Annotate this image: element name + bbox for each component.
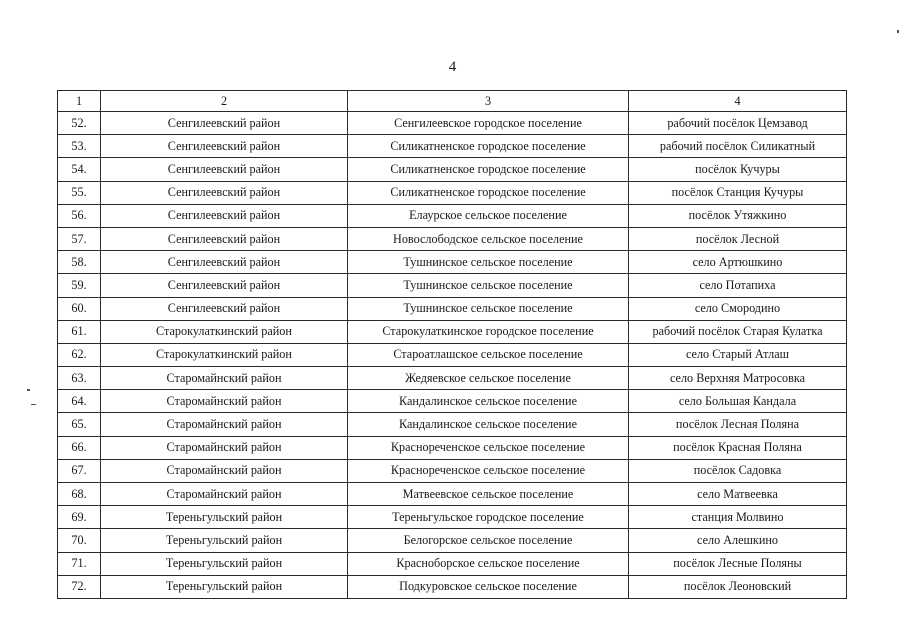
row-number-cell: 58. — [58, 251, 101, 274]
settlement-cell: Сенгилеевское городское поселение — [348, 112, 629, 135]
table-row — [58, 367, 847, 390]
locality-cell: рабочий посёлок Силикатный — [629, 135, 847, 158]
row-number-cell: 54. — [58, 158, 101, 181]
settlement-cell: Краснореченское сельское поселение — [348, 436, 629, 459]
header-cell-3: 3 — [348, 91, 629, 112]
table-row — [58, 112, 847, 135]
settlement-cell: Тушнинское сельское поселение — [348, 251, 629, 274]
locality-cell: село Смородино — [629, 297, 847, 320]
row-number-cell: 68. — [58, 483, 101, 506]
row-number-cell: 66. — [58, 436, 101, 459]
locality-cell: село Матвеевка — [629, 483, 847, 506]
district-cell: Сенгилеевский район — [101, 251, 348, 274]
settlement-cell: Кандалинское сельское поселение — [348, 413, 629, 436]
table-row — [58, 575, 847, 598]
settlement-cell: Тушнинское сельское поселение — [348, 274, 629, 297]
locality-cell: село Алешкино — [629, 529, 847, 552]
district-cell: Старокулаткинский район — [101, 343, 348, 366]
settlements-table — [57, 90, 847, 599]
settlement-cell: Белогорское сельское поселение — [348, 529, 629, 552]
settlement-cell: Подкуровское сельское поселение — [348, 575, 629, 598]
row-number-cell: 59. — [58, 274, 101, 297]
row-number-cell: 57. — [58, 227, 101, 250]
header-cell-4: 4 — [629, 91, 847, 112]
row-number-cell: 56. — [58, 204, 101, 227]
table-row — [58, 459, 847, 482]
locality-cell: посёлок Красная Поляна — [629, 436, 847, 459]
district-cell: Старомайнский район — [101, 459, 348, 482]
table-row — [58, 529, 847, 552]
row-number-cell: 63. — [58, 367, 101, 390]
table-row — [58, 227, 847, 250]
locality-cell: посёлок Утяжкино — [629, 204, 847, 227]
table-row — [58, 274, 847, 297]
settlement-cell: Жедяевское сельское поселение — [348, 367, 629, 390]
table-body — [58, 91, 847, 599]
locality-cell: посёлок Лесной — [629, 227, 847, 250]
row-number-cell: 64. — [58, 390, 101, 413]
district-cell: Тереньгульский район — [101, 529, 348, 552]
table-header-row — [58, 91, 847, 112]
district-cell: Сенгилеевский район — [101, 297, 348, 320]
locality-cell: посёлок Лесные Поляны — [629, 552, 847, 575]
district-cell: Сенгилеевский район — [101, 227, 348, 250]
locality-cell: посёлок Кучуры — [629, 158, 847, 181]
settlement-cell: Кандалинское сельское поселение — [348, 390, 629, 413]
row-number-cell: 70. — [58, 529, 101, 552]
row-number-cell: 65. — [58, 413, 101, 436]
district-cell: Старомайнский район — [101, 367, 348, 390]
table-row — [58, 552, 847, 575]
locality-cell: станция Молвино — [629, 506, 847, 529]
locality-cell: село Потапиха — [629, 274, 847, 297]
table-row — [58, 390, 847, 413]
row-number-cell: 72. — [58, 575, 101, 598]
row-number-cell: 69. — [58, 506, 101, 529]
table-row — [58, 204, 847, 227]
district-cell: Тереньгульский район — [101, 552, 348, 575]
table-row — [58, 506, 847, 529]
page-number: 4 — [448, 59, 457, 75]
settlement-cell: Матвеевское сельское поселение — [348, 483, 629, 506]
row-number-cell: 61. — [58, 320, 101, 343]
district-cell: Сенгилеевский район — [101, 135, 348, 158]
locality-cell: посёлок Лесная Поляна — [629, 413, 847, 436]
table-row — [58, 135, 847, 158]
row-number-cell: 62. — [58, 343, 101, 366]
table-row — [58, 483, 847, 506]
table-row — [58, 251, 847, 274]
district-cell: Старокулаткинский район — [101, 320, 348, 343]
locality-cell: село Большая Кандала — [629, 390, 847, 413]
settlement-cell: Силикатненское городское поселение — [348, 158, 629, 181]
settlement-cell: Силикатненское городское поселение — [348, 181, 629, 204]
settlement-cell: Краснореченское сельское поселение — [348, 459, 629, 482]
district-cell: Тереньгульский район — [101, 506, 348, 529]
locality-cell: посёлок Леоновский — [629, 575, 847, 598]
district-cell: Сенгилеевский район — [101, 181, 348, 204]
district-cell: Сенгилеевский район — [101, 158, 348, 181]
row-number-cell: 53. — [58, 135, 101, 158]
scan-artifact — [31, 404, 36, 405]
settlement-cell: Елаурское сельское поселение — [348, 204, 629, 227]
settlement-cell: Старокулаткинское городское поселение — [348, 320, 629, 343]
table-row — [58, 413, 847, 436]
table-row — [58, 320, 847, 343]
table-row — [58, 181, 847, 204]
district-cell: Тереньгульский район — [101, 575, 348, 598]
district-cell: Сенгилеевский район — [101, 112, 348, 135]
settlement-cell: Красноборское сельское поселение — [348, 552, 629, 575]
row-number-cell: 71. — [58, 552, 101, 575]
table-row — [58, 343, 847, 366]
table-row — [58, 158, 847, 181]
row-number-cell: 55. — [58, 181, 101, 204]
locality-cell: посёлок Садовка — [629, 459, 847, 482]
row-number-cell: 60. — [58, 297, 101, 320]
district-cell: Сенгилеевский район — [101, 204, 348, 227]
settlement-cell: Тушнинское сельское поселение — [348, 297, 629, 320]
row-number-cell: 67. — [58, 459, 101, 482]
scan-artifact — [27, 389, 30, 391]
district-cell: Старомайнский район — [101, 390, 348, 413]
settlement-cell: Тереньгульское городское поселение — [348, 506, 629, 529]
header-cell-2: 2 — [101, 91, 348, 112]
district-cell: Старомайнский район — [101, 413, 348, 436]
header-cell-1: 1 — [58, 91, 101, 112]
district-cell: Сенгилеевский район — [101, 274, 348, 297]
table-row — [58, 436, 847, 459]
row-number-cell: 52. — [58, 112, 101, 135]
locality-cell: посёлок Станция Кучуры — [629, 181, 847, 204]
settlement-cell: Силикатненское городское поселение — [348, 135, 629, 158]
district-cell: Старомайнский район — [101, 483, 348, 506]
table-row — [58, 297, 847, 320]
locality-cell: село Артюшкино — [629, 251, 847, 274]
district-cell: Старомайнский район — [101, 436, 348, 459]
locality-cell: рабочий посёлок Цемзавод — [629, 112, 847, 135]
locality-cell: рабочий посёлок Старая Кулатка — [629, 320, 847, 343]
locality-cell: село Старый Атлаш — [629, 343, 847, 366]
scan-artifact — [897, 30, 899, 33]
settlement-cell: Староатлашское сельское поселение — [348, 343, 629, 366]
settlement-cell: Новослободское сельское поселение — [348, 227, 629, 250]
locality-cell: село Верхняя Матросовка — [629, 367, 847, 390]
